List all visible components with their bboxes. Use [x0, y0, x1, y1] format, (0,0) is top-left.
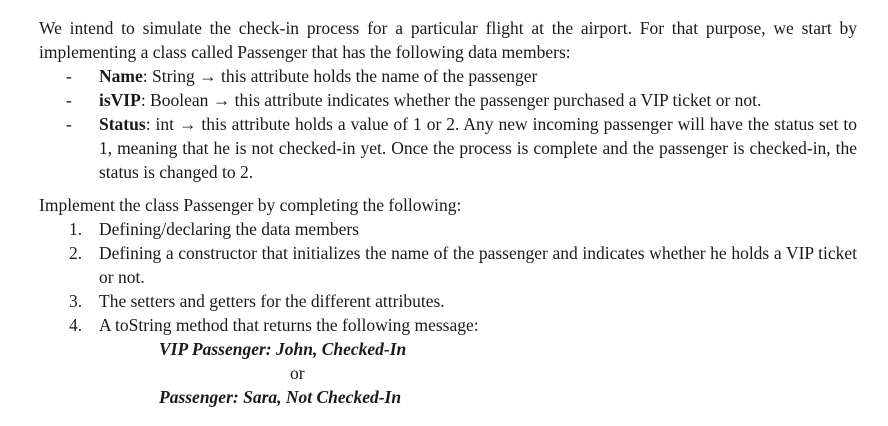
- task-text: The setters and getters for the different attributes.: [99, 291, 445, 311]
- task-list: [39, 217, 857, 337]
- list-bullet: -: [66, 90, 72, 110]
- attribute-description: : String → this attribute holds the name of the passenger: [142, 66, 538, 86]
- task-text: Defining a constructor that initializes the name of the passenger and indicates whether he holds a VIP ticket or not.: [99, 243, 857, 287]
- example-separator: or: [290, 363, 305, 383]
- example-message-regular: Passenger: Sara, Not Checked-In: [159, 387, 402, 407]
- task-number: 4.: [69, 315, 83, 335]
- attribute-item-name: [39, 64, 857, 88]
- intro-paragraph: We intend to simulate the check-in process for a particular flight at the airport. For that purpose, we start by implementing a class called Passenger that has the following data members:: [39, 18, 857, 62]
- attribute-description: : Boolean → this attribute indicates whether the passenger purchased a VIP ticket or not.: [140, 90, 762, 110]
- task-text: A toString method that returns the following message:: [99, 315, 479, 335]
- attribute-item-status: [39, 112, 857, 184]
- attribute-item-isvip: [39, 88, 857, 112]
- task-item: [39, 289, 857, 313]
- task-number: 1.: [69, 219, 83, 239]
- task-intro-paragraph: Implement the class Passenger by completing the following:: [39, 195, 462, 215]
- attribute-name: Status: [99, 114, 146, 134]
- paragraph-spacer: [39, 184, 857, 193]
- list-bullet: -: [66, 114, 72, 134]
- task-text: Defining/declaring the data members: [99, 219, 359, 239]
- task-item: [39, 313, 857, 337]
- attribute-list: [39, 64, 857, 184]
- attribute-name: Name: [99, 66, 143, 86]
- document-body: [39, 16, 857, 409]
- attribute-description: : int → this attribute holds a value of 1 or 2. Any new incoming passenger will have the status set to 1, meaning that he is not checked-in yet. Once the process is complete and the passenger is checked-in, the status is changed to 2.: [99, 114, 857, 182]
- example-message-vip: VIP Passenger: John, Checked-In: [159, 339, 407, 359]
- list-bullet: -: [66, 66, 72, 86]
- task-item: [39, 241, 857, 289]
- task-item: [39, 217, 857, 241]
- task-number: 2.: [69, 243, 83, 263]
- attribute-name: isVIP: [99, 90, 141, 110]
- task-number: 3.: [69, 291, 83, 311]
